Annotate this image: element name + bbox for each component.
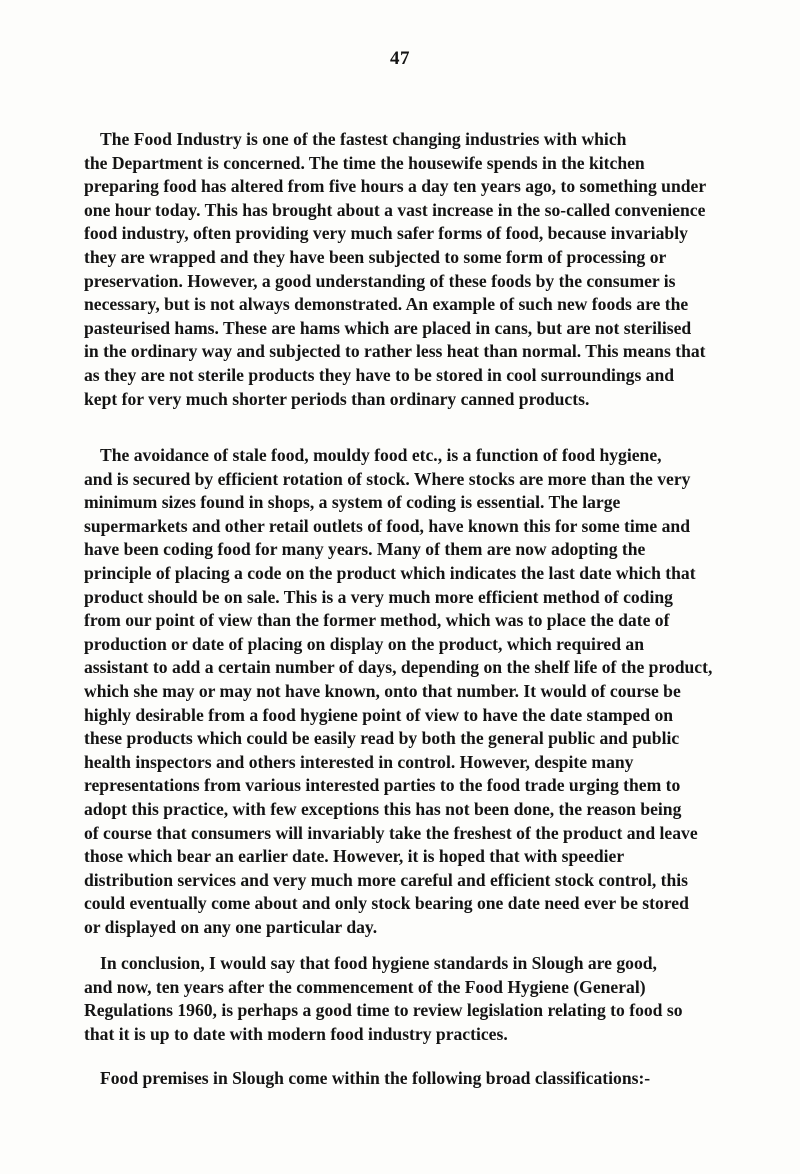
paragraph-food-industry <box>84 128 738 411</box>
text-line: production or date of placing on display on the product, which required an <box>84 633 645 654</box>
text-line: product should be on sale. This is a very much more efficient method of coding <box>84 586 673 607</box>
text-line: The Food Industry is one of the fastest changing industries with which <box>100 129 627 149</box>
page-number: 47 <box>390 48 410 69</box>
paragraph-classifications-intro <box>100 1067 750 1091</box>
text-line: one hour today. This has brought about a vast increase in the so-called convenience <box>84 199 706 220</box>
text-line: those which bear an earlier date. However, it is hoped that with speedier <box>84 846 625 867</box>
text-line: or displayed on any one particular day. <box>84 916 378 937</box>
text-line: have been coding food for many years. Many of them are now adopting the <box>84 539 646 560</box>
text-line: supermarkets and other retail outlets of food, have known this for some time and <box>84 515 691 536</box>
text-line: preservation. However, a good understanding of these foods by the consumer is <box>84 270 676 291</box>
text-line: preparing food has altered from five hours a day ten years ago, to something under <box>84 176 707 197</box>
text-line: from our point of view than the former method, which was to place the date of <box>84 610 670 631</box>
paragraph-stock-coding <box>84 444 769 939</box>
text-line: assistant to add a certain number of days, depending on the shelf life of the product, <box>84 657 713 678</box>
text-line: In conclusion, I would say that food hygiene standards in Slough are good, <box>100 953 657 973</box>
text-line: in the ordinary way and subjected to rather less heat than normal. This means that <box>84 341 706 362</box>
text-line: The avoidance of stale food, mouldy food etc., is a function of food hygiene, <box>100 445 662 465</box>
text-line: Regulations 1960, is perhaps a good time to review legislation relating to food so <box>84 1000 683 1021</box>
text-line: kept for very much shorter periods than ordinary canned products. <box>84 388 590 409</box>
text-line: highly desirable from a food hygiene point of view to have the date stamped on <box>84 704 674 725</box>
text-line: could eventually come about and only stock bearing one date need ever be stored <box>84 893 689 914</box>
text-line: and is secured by efficient rotation of stock. Where stocks are more than the very <box>84 468 691 489</box>
text-line: the Department is concerned. The time the housewife spends in the kitchen <box>84 152 645 173</box>
text-line: minimum sizes found in shops, a system of coding is essential. The large <box>84 492 621 513</box>
text-line: of course that consumers will invariably take the freshest of the product and leave <box>84 822 698 843</box>
text-line: Food premises in Slough come within the following broad classifications:- <box>100 1068 651 1088</box>
text-line: principle of placing a code on the product which indicates the last date which that <box>84 562 696 583</box>
text-line: as they are not sterile products they have to be stored in cool surroundings and <box>84 364 675 385</box>
text-line: necessary, but is not always demonstrated. An example of such new foods are the <box>84 294 689 315</box>
text-line: distribution services and very much more careful and efficient stock control, this <box>84 869 689 890</box>
text-line: these products which could be easily read by both the general public and public <box>84 728 680 749</box>
text-line: and now, ten years after the commencement of the Food Hygiene (General) <box>84 976 646 997</box>
text-line: adopt this practice, with few exceptions this has not been done, the reason being <box>84 798 682 819</box>
text-line: pasteurised hams. These are hams which are placed in cans, but are not sterilised <box>84 317 692 338</box>
text-line: that it is up to date with modern food industry practices. <box>84 1023 508 1044</box>
text-line: health inspectors and others interested in control. However, despite many <box>84 751 634 772</box>
text-line: which she may or may not have known, onto that number. It would of course be <box>84 680 681 701</box>
paragraph-conclusion <box>84 952 767 1046</box>
text-line: they are wrapped and they have been subjected to some form of processing or <box>84 246 667 267</box>
text-line: food industry, often providing very much safer forms of food, because invariably <box>84 223 688 244</box>
text-line: representations from various interested parties to the food trade urging them to <box>84 775 681 796</box>
